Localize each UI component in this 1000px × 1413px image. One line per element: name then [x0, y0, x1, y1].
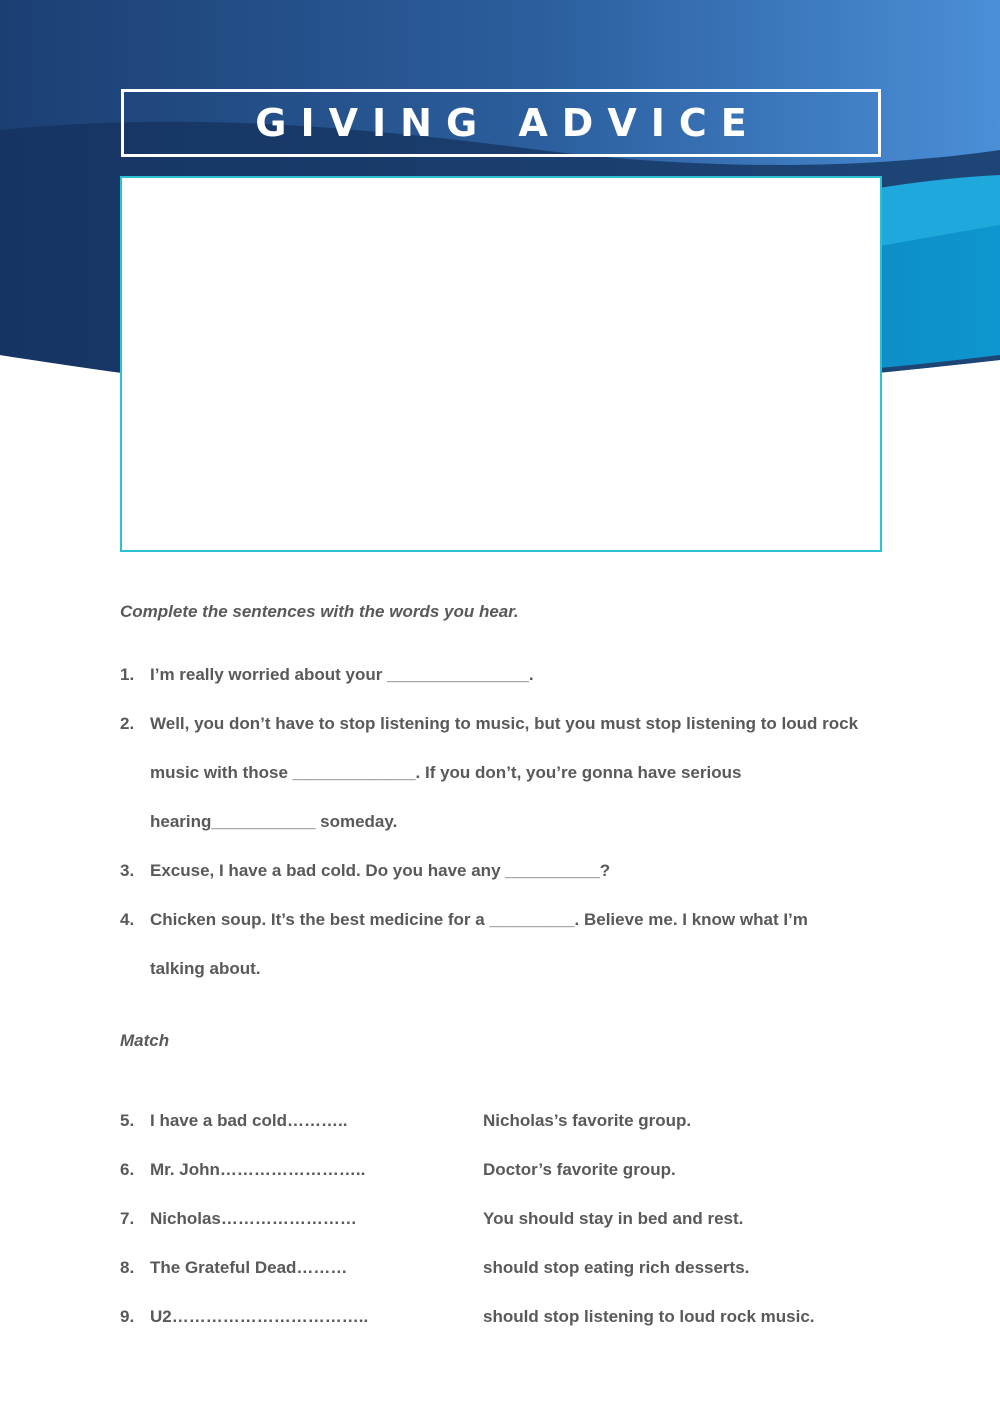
- sentence-line: talking about.: [150, 959, 261, 978]
- sentence-line: hearing___________ someday.: [150, 812, 398, 831]
- sentence-line: music with those _____________. If you don’t, you’re gonna have serious: [150, 763, 742, 782]
- item-number: 2.: [120, 714, 135, 733]
- match-prompt[interactable]: Mr. John……………………..: [150, 1160, 366, 1179]
- match-list: [120, 1096, 890, 1341]
- match-option[interactable]: You should stay in bed and rest.: [483, 1209, 744, 1228]
- item-number: 1.: [120, 665, 135, 684]
- list-item: [120, 895, 890, 993]
- item-number: 9.: [120, 1307, 135, 1326]
- item-number: 6.: [120, 1160, 135, 1179]
- match-option[interactable]: Nicholas’s favorite group.: [483, 1111, 692, 1130]
- match-row: [120, 1145, 890, 1194]
- match-prompt[interactable]: Nicholas……………………: [150, 1209, 357, 1228]
- match-row: [120, 1292, 890, 1341]
- instruction-complete: Complete the sentences with the words you hear.: [120, 602, 519, 621]
- title-frame: [121, 89, 881, 157]
- item-number: 8.: [120, 1258, 135, 1277]
- match-row: [120, 1243, 890, 1292]
- sentence-line: Chicken soup. It’s the best medicine for a _________. Believe me. I know what I’m: [150, 910, 808, 929]
- instruction-match: Match: [120, 1031, 170, 1050]
- match-option[interactable]: Doctor’s favorite group.: [483, 1160, 676, 1179]
- exercise-complete-sentences: [120, 596, 890, 993]
- list-item: [120, 846, 890, 895]
- media-placeholder: [120, 176, 882, 552]
- sentence-line: I’m really worried about your _______________.: [150, 665, 534, 684]
- sentence-line: Well, you don’t have to stop listening to music, but you must stop listening to loud rock: [150, 714, 859, 733]
- match-option[interactable]: should stop listening to loud rock music.: [483, 1307, 815, 1326]
- item-number: 3.: [120, 861, 135, 880]
- item-number: 4.: [120, 910, 135, 929]
- match-option[interactable]: should stop eating rich desserts.: [483, 1258, 750, 1277]
- match-prompt[interactable]: The Grateful Dead………: [150, 1258, 348, 1277]
- item-number: 7.: [120, 1209, 135, 1228]
- match-row: [120, 1096, 890, 1145]
- item-number: 5.: [120, 1111, 135, 1130]
- page-title: GIVING ADVICE: [255, 101, 761, 145]
- match-prompt[interactable]: U2……………………………..: [150, 1307, 369, 1326]
- list-item: [120, 650, 890, 699]
- sentence-line: Excuse, I have a bad cold. Do you have any __________?: [150, 861, 611, 880]
- match-row: [120, 1194, 890, 1243]
- sentence-list: [120, 650, 890, 993]
- match-prompt[interactable]: I have a bad cold………..: [150, 1111, 348, 1130]
- list-item: [120, 699, 890, 846]
